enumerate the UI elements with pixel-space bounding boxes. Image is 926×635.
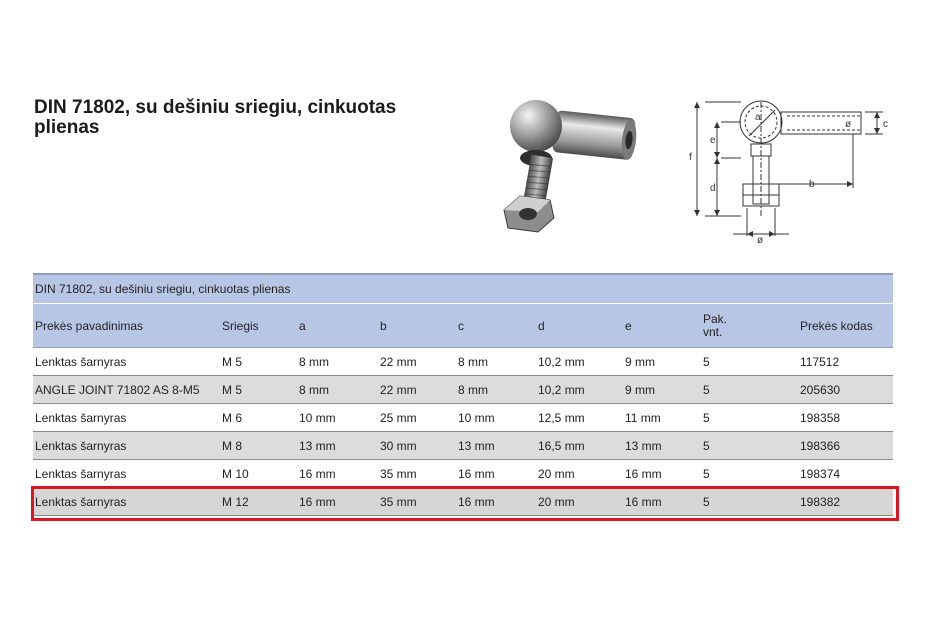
product-name-cell: Lenktas šarnyras — [33, 404, 220, 432]
pack-qty-cell: 5 — [701, 348, 798, 376]
svg-text:a: a — [755, 112, 761, 123]
product-name-cell: Lenktas šarnyras — [33, 460, 220, 488]
dim-c-cell: 16 mm — [456, 460, 536, 488]
table-row[interactable] — [33, 404, 893, 432]
table-header-row — [33, 304, 893, 348]
dim-c-cell: 13 mm — [456, 432, 536, 460]
dim-b-cell: 30 mm — [378, 432, 456, 460]
dim-d-cell: 10,2 mm — [536, 348, 623, 376]
svg-text:f: f — [689, 152, 692, 163]
dim-a-cell: 10 mm — [297, 404, 378, 432]
dim-d-cell: 20 mm — [536, 488, 623, 516]
thread-cell: M 6 — [220, 404, 297, 432]
thread-cell: M 10 — [220, 460, 297, 488]
product-table — [33, 273, 893, 516]
table-row-selected[interactable] — [33, 488, 893, 516]
table-row[interactable] — [33, 460, 893, 488]
product-code-cell: 198374 — [798, 460, 893, 488]
dim-d-cell: 10,2 mm — [536, 376, 623, 404]
angle-joint-photo — [492, 92, 642, 242]
dim-d-cell: 12,5 mm — [536, 404, 623, 432]
dim-e-cell: 9 mm — [623, 376, 701, 404]
dim-a-cell: 8 mm — [297, 348, 378, 376]
table-row[interactable] — [33, 432, 893, 460]
dim-a-cell: 16 mm — [297, 488, 378, 516]
table-caption: DIN 71802, su dešiniu sriegiu, cinkuotas plienas — [33, 274, 893, 304]
svg-text:ø: ø — [845, 119, 852, 130]
pack-qty-cell: 5 — [701, 404, 798, 432]
svg-text:ø: ø — [757, 235, 764, 244]
dim-d-cell: 20 mm — [536, 460, 623, 488]
column-header: b — [378, 304, 456, 348]
product-code-cell: 117512 — [798, 348, 893, 376]
dim-c-cell: 16 mm — [456, 488, 536, 516]
column-header: e — [623, 304, 701, 348]
thread-cell: M 5 — [220, 376, 297, 404]
pack-qty-cell: 5 — [701, 460, 798, 488]
dim-b-cell: 25 mm — [378, 404, 456, 432]
pack-qty-cell: 5 — [701, 432, 798, 460]
column-header: Prekės pavadinimas — [33, 304, 220, 348]
product-code-cell: 198382 — [798, 488, 893, 516]
dim-c-cell: 10 mm — [456, 404, 536, 432]
page-title: DIN 71802, su dešiniu sriegiu, cinkuotas plienas — [34, 97, 397, 138]
dim-b-cell: 22 mm — [378, 376, 456, 404]
dimension-drawing — [683, 98, 895, 244]
thread-cell: M 5 — [220, 348, 297, 376]
dim-d-cell: 16,5 mm — [536, 432, 623, 460]
column-header: a — [297, 304, 378, 348]
table-row[interactable] — [33, 376, 893, 404]
dim-c-cell: 8 mm — [456, 376, 536, 404]
dim-a-cell: 8 mm — [297, 376, 378, 404]
product-code-cell: 198366 — [798, 432, 893, 460]
thread-cell: M 8 — [220, 432, 297, 460]
table-row[interactable] — [33, 348, 893, 376]
column-header: Sriegis — [220, 304, 297, 348]
dim-a-cell: 13 mm — [297, 432, 378, 460]
dim-e-cell: 16 mm — [623, 488, 701, 516]
dim-a-cell: 16 mm — [297, 460, 378, 488]
product-name-cell: Lenktas šarnyras — [33, 348, 220, 376]
table-caption-row — [33, 274, 893, 304]
column-header-pak: Pak. vnt. — [701, 304, 798, 348]
dim-b-cell: 35 mm — [378, 488, 456, 516]
pack-qty-cell: 5 — [701, 488, 798, 516]
product-name-cell: Lenktas šarnyras — [33, 488, 220, 516]
svg-text:e: e — [710, 135, 716, 146]
product-code-cell: 198358 — [798, 404, 893, 432]
product-name-cell: Lenktas šarnyras — [33, 432, 220, 460]
product-name-cell: ANGLE JOINT 71802 AS 8-M5 — [33, 376, 220, 404]
column-header: Prekės kodas — [798, 304, 893, 348]
dim-b-cell: 35 mm — [378, 460, 456, 488]
dim-e-cell: 11 mm — [623, 404, 701, 432]
dim-b-cell: 22 mm — [378, 348, 456, 376]
thread-cell: M 12 — [220, 488, 297, 516]
dim-e-cell: 16 mm — [623, 460, 701, 488]
column-header: c — [456, 304, 536, 348]
dim-c-cell: 8 mm — [456, 348, 536, 376]
svg-text:d: d — [710, 183, 716, 194]
product-code-cell: 205630 — [798, 376, 893, 404]
dim-e-cell: 13 mm — [623, 432, 701, 460]
dim-e-cell: 9 mm — [623, 348, 701, 376]
svg-text:c: c — [883, 119, 888, 130]
column-header: d — [536, 304, 623, 348]
pack-qty-cell: 5 — [701, 376, 798, 404]
svg-text:b: b — [809, 179, 815, 190]
